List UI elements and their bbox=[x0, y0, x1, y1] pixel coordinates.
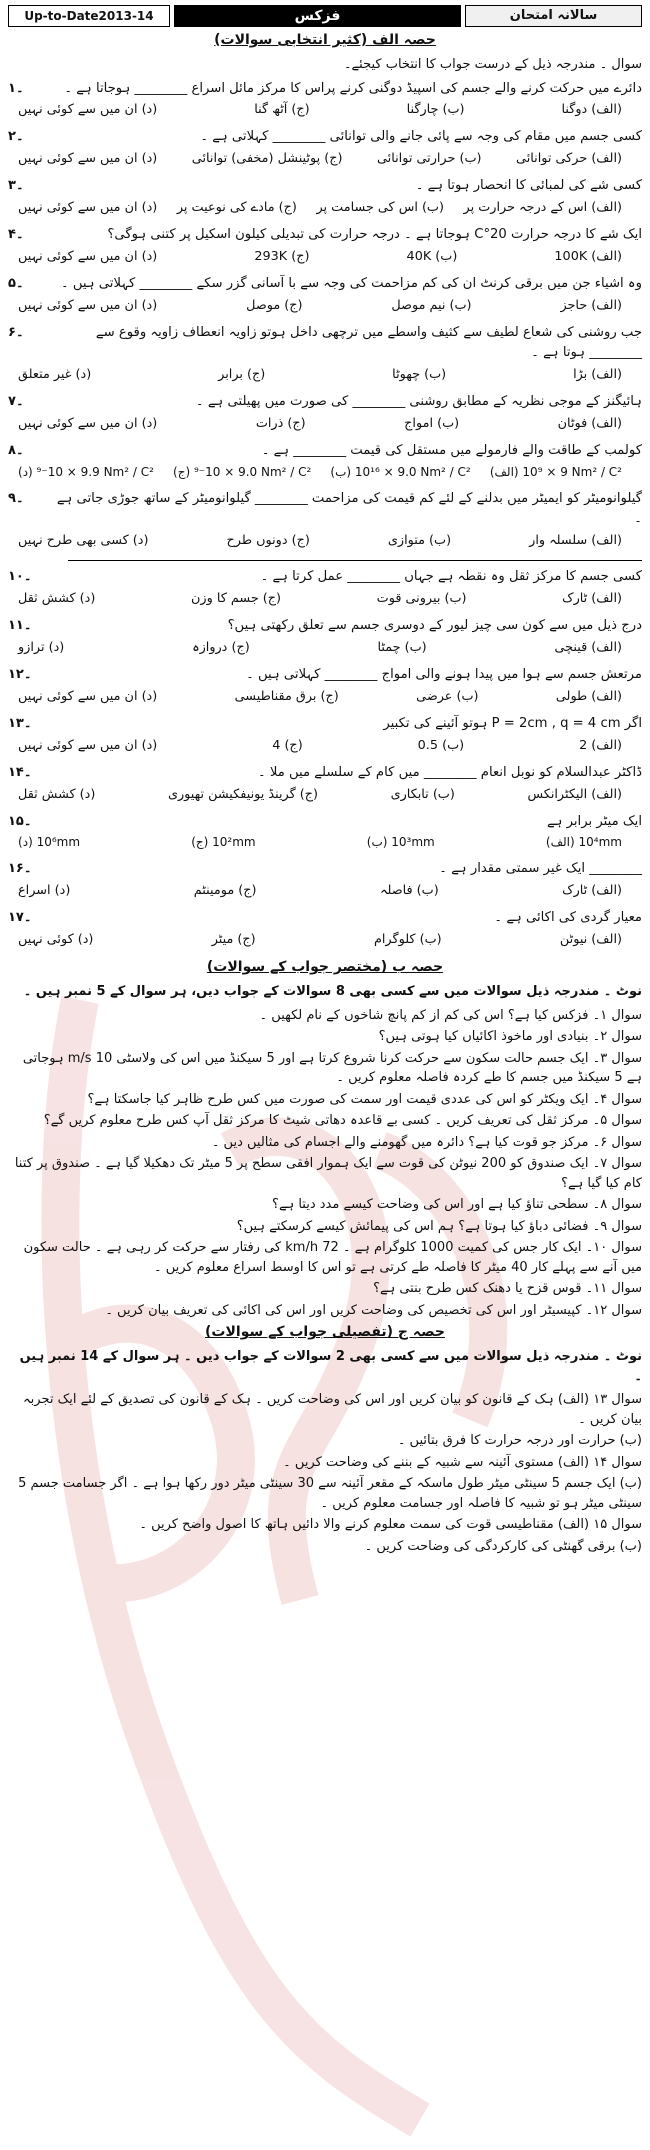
mcq-question-text: کسی جسم میں مقام کی وجہ سے پائی جانے والی توانائی ________ کہلاتی ہے ۔ bbox=[200, 129, 642, 145]
mcq-question-text: جب روشنی کی شعاع لطیف سے کثیف واسطے میں ترچھی داخل ہوتو زاویہ انعطاف زاویہ وقوع سے ________ ہوتا ہے ۔ bbox=[95, 325, 642, 361]
mcq-question-text: کولمب کے طاقت والے فارمولے میں مستقل کی قیمت ________ ہے ۔ bbox=[261, 443, 642, 459]
mcq-option: (ب) حرارتی توانائی bbox=[376, 151, 482, 167]
mcq-option: (ج) میٹر bbox=[211, 932, 256, 948]
long-question: (ب) ایک جسم 5 سینٹی میٹر طول ماسکہ کے مقعر آئینہ سے 30 سینٹی میٹر دور رکھا ہوا ہے ۔ اگر جسامت جسم 5 سینٹی میٹر ہو تو شبیہ کا فاصلہ اور جسامت معلوم کریں ۔ bbox=[18, 1476, 642, 1511]
mcq-options bbox=[8, 636, 642, 663]
mcq-option: (ب) چمٹا bbox=[377, 639, 427, 655]
short-question: سوال ۷۔ ایک صندوق کو 200 نیوٹن کی قوت سے ایک ہموار افقی سطح پر 5 میٹر تک دھکیلا گیا ہے ۔ صندوق پر کتنا کام کیا گیا ہے؟ bbox=[14, 1156, 642, 1191]
mcq-option: (الف) قینچی bbox=[554, 639, 622, 655]
mcq-question bbox=[8, 127, 642, 147]
short-question-list bbox=[8, 1006, 642, 1321]
mcq-option: (د) ان میں سے کوئی نہیں bbox=[18, 298, 158, 314]
mcq-option: (الف) 2 bbox=[579, 737, 622, 753]
mcq-number: ۱۲۔ bbox=[8, 666, 32, 682]
mcq-option: (ج) جسم کا وزن bbox=[191, 590, 282, 606]
mcq-option: (ج) 10²mm bbox=[191, 835, 256, 850]
mcq-question bbox=[8, 274, 642, 294]
mcq-option: (د) ان میں سے کوئی نہیں bbox=[18, 249, 158, 265]
mcq-question bbox=[8, 665, 642, 685]
long-question: (ب) برقی گھنٹی کی کارکردگی کی وضاحت کریں ۔ bbox=[364, 1538, 642, 1554]
short-question: سوال ۳۔ ایک جسم حالت سکون سے حرکت کرنا شروع کرتا ہے اور 5 سیکنڈ میں اس کی ولاسٹی 10 m/s ہوجاتی ہے 5 سیکنڈ میں جسم کا طے کردہ فاصلہ معلوم کریں ۔ bbox=[22, 1050, 642, 1086]
mcq-option: (ج) دروازہ bbox=[192, 639, 250, 655]
long-question: سوال ۱۴ (الف) مستوی آئینہ سے شبیہ کے بننے کی وضاحت کریں ۔ bbox=[283, 1454, 642, 1470]
mcq-question bbox=[8, 441, 642, 461]
mcq-number: ۲۔ bbox=[8, 129, 24, 145]
mcq-option: (الف) الیکٹرانکس bbox=[527, 786, 622, 802]
mcq-number: ۱۴۔ bbox=[8, 764, 32, 780]
short-question: سوال ۲۔ بنیادی اور ماخوذ اکائیاں کیا ہوتی ہیں؟ bbox=[378, 1029, 642, 1045]
mcq-option: (د) کسی بھی طرح نہیں bbox=[18, 532, 149, 548]
mcq-number: ۴۔ bbox=[8, 227, 24, 243]
mcq-option: (ج) آٹھ گنا bbox=[254, 102, 310, 118]
mcq-question-text: کسی شے کی لمبائی کا انحصار ہوتا ہے ۔ bbox=[415, 178, 642, 194]
mcq-option: (د) ان میں سے کوئی نہیں bbox=[18, 200, 158, 216]
mcq-options bbox=[8, 245, 642, 272]
mcq-option: (الف) حرکی توانائی bbox=[516, 151, 622, 167]
mcq-option: (د) غیر متعلق bbox=[18, 367, 92, 383]
mcq-options bbox=[8, 831, 642, 857]
mcq-question bbox=[8, 323, 642, 363]
mcq-options bbox=[8, 734, 642, 761]
mcq-option: (الف) ٹارک bbox=[562, 883, 622, 899]
mcq-number: ۱۱۔ bbox=[8, 617, 32, 633]
mcq-option: (ج) موصل bbox=[246, 298, 303, 314]
mcq-option: (الف) فوٹان bbox=[557, 416, 622, 431]
mcq-number: ۸۔ bbox=[8, 443, 24, 459]
mcq-list bbox=[8, 79, 642, 956]
mcq-options bbox=[8, 783, 642, 810]
mcq-options bbox=[8, 294, 642, 321]
mcq-option: (ب) 0.5 bbox=[417, 737, 465, 753]
mcq-question bbox=[8, 859, 642, 879]
mcq-option: (ب) چارگنا bbox=[406, 102, 465, 118]
mcq-options bbox=[8, 529, 642, 556]
exam-type-label: سالانہ امتحان bbox=[465, 5, 642, 27]
mcq-number: ۵۔ bbox=[8, 276, 24, 292]
mcq-option: (د) 9.9 × 10⁻⁹ Nm² / C² bbox=[18, 464, 154, 479]
mcq-option: (ج) برق مقناطیسی bbox=[234, 688, 339, 704]
mcq-option: (د) ان میں سے کوئی نہیں bbox=[18, 102, 158, 118]
edition-label: Up-to-Date2013-14 bbox=[8, 5, 170, 27]
mcq-question-text: وہ اشیاء جن میں برقی کرنٹ ان کی کم مزاحمت کی وجہ سے با آسانی گزر سکے ________ کہلاتی ہیں ۔ bbox=[60, 276, 642, 292]
mcq-option: (د) کشش ثقل bbox=[18, 590, 96, 606]
mcq-question bbox=[8, 176, 642, 196]
page-header bbox=[8, 4, 642, 28]
mcq-option: (الف) اس کے درجہ حرارت پر bbox=[463, 200, 622, 216]
mcq-option: (ب) 40K bbox=[406, 249, 458, 265]
long-question: (ب) حرارت اور درجہ حرارت کا فرق بتائیں ۔ bbox=[397, 1433, 642, 1449]
mcq-option: (د) 10⁶mm bbox=[18, 835, 81, 850]
short-question: سوال ۴۔ ایک ویکٹر کو اس کی عددی قیمت اور سمت کی صورت میں کس طرح ظاہر کیا جاسکتا ہے؟ bbox=[87, 1091, 642, 1107]
mcq-option: (ب) 9.0 × 10¹⁶ Nm² / C² bbox=[330, 464, 471, 479]
short-question: سوال ۱۰۔ ایک کار جس کی کمیت 1000 کلوگرام ہے ۔ 72 km/h کی رفتار سے حرکت کر رہی ہے ۔ حالت سکون میں آنے سے پہلے کار 40 میٹر کا فاصلہ طے کرتی ہے تو اس کا اوسط اسراع معلوم کریں ۔ bbox=[23, 1240, 642, 1275]
short-question: سوال ۱۱۔ قوس قزح یا دھنک کس طرح بنتی ہے؟ bbox=[373, 1281, 642, 1297]
mcq-number: ۱۷۔ bbox=[8, 910, 32, 926]
mcq-options bbox=[8, 196, 642, 223]
mcq-question-text: اگر P = 2cm , q = 4 cm ہوتو آئینے کی تکبیر bbox=[383, 715, 642, 731]
mcq-question-text: ڈاکٹر عبدالسلام کو نوبل انعام ________ میں کام کے سلسلے میں ملا ۔ bbox=[257, 764, 642, 780]
long-question-list bbox=[8, 1390, 642, 1556]
mcq-options bbox=[8, 928, 642, 955]
mcq-option: (ب) فاصلہ bbox=[379, 883, 439, 899]
mcq-question bbox=[8, 79, 642, 99]
mcq-number: ۱۔ bbox=[8, 80, 24, 96]
mcq-options bbox=[8, 412, 642, 439]
short-question: سوال ۹۔ فضائی دباؤ کیا ہوتا ہے؟ ہم اس کی پیمائش کیسے کرسکتے ہیں؟ bbox=[236, 1218, 642, 1234]
mcq-option: (د) ان میں سے کوئی نہیں bbox=[18, 416, 158, 431]
mcq-options bbox=[8, 587, 642, 614]
section-b-note: نوٹ ۔ مندرجہ ذیل سوالات میں سے کسی بھی 8 سوالات کے جواب دیں، ہر سوال کے 5 نمبر ہیں ۔ bbox=[23, 984, 642, 1000]
mcq-option: (الف) ٹارک bbox=[562, 590, 622, 606]
mcq-options bbox=[8, 363, 642, 390]
long-question: سوال ۱۳ (الف) ہک کے قانون کو بیان کریں اور اس کی وضاحت کریں ۔ ہک کے قانون کی تصدیق کے لئے ایک تجربہ بیان کریں ۔ bbox=[23, 1392, 642, 1427]
mcq-option: (ب) اس کی جسامت پر bbox=[316, 200, 444, 216]
mcq-option: (د) کشش ثقل bbox=[18, 786, 96, 802]
mcq-option: (د) کوئی نہیں bbox=[18, 932, 94, 948]
mcq-question-text: کسی جسم کا مرکز ثقل وہ نقطہ ہے جہاں ________ عمل کرتا ہے ۔ bbox=[260, 568, 642, 584]
mcq-question-text: دائرے میں حرکت کرنے والے جسم کی اسپیڈ دوگنی کرنے پراس کا مرکز مائل اسراع ________ ہوجاتا ہے ۔ bbox=[64, 80, 642, 96]
mcq-number: ۱۳۔ bbox=[8, 715, 32, 731]
mcq-option: (د) ان میں سے کوئی نہیں bbox=[18, 151, 158, 167]
mcq-question-text: ایک میٹر برابر ہے bbox=[546, 813, 642, 829]
mcq-number: ۳۔ bbox=[8, 178, 24, 194]
mcq-option: (ج) 293K bbox=[254, 249, 310, 265]
mcq-option: (ب) 10³mm bbox=[366, 835, 435, 850]
mcq-question bbox=[8, 567, 642, 587]
mcq-option: (ب) بیرونی قوت bbox=[376, 590, 467, 606]
mcq-option: (ج) پوٹینشل (مخفی) توانائی bbox=[191, 151, 343, 167]
mcq-option: (الف) دوگنا bbox=[561, 102, 622, 118]
mcq-question bbox=[8, 225, 642, 245]
mcq-option: (الف) بڑا bbox=[573, 367, 622, 383]
mcq-options bbox=[8, 461, 642, 487]
mcq-number: ۷۔ bbox=[8, 394, 24, 410]
mcq-question-text: گیلوانومیٹر کو ایمیٹر میں بدلنے کے لئے کم قیمت کی مزاحمت ________ گیلوانومیٹر کے ساتھ جوڑی جاتی ہے ۔ bbox=[56, 490, 642, 526]
section-c-title: حصہ ج (تفصیلی جواب کے سوالات) bbox=[205, 1324, 445, 1341]
short-question: سوال ۱۔ فزکس کیا ہے؟ اس کی کم از کم پانچ شاخوں کے نام لکھیں ۔ bbox=[259, 1007, 642, 1023]
mcq-number: ۶۔ bbox=[8, 325, 24, 341]
mcq-option: (الف) سلسلہ وار bbox=[529, 532, 622, 548]
mcq-question bbox=[8, 763, 642, 783]
mcq-question-text: ________ ایک غیر سمتی مقدار ہے ۔ bbox=[439, 861, 642, 877]
mcq-option: (ب) چھوٹا bbox=[392, 367, 447, 383]
mcq-option: (ب) تابکاری bbox=[390, 786, 455, 802]
mcq-options bbox=[8, 147, 642, 174]
mcq-option: (د) اسراع bbox=[18, 883, 71, 899]
mcq-question bbox=[8, 714, 642, 734]
mcq-option: (د) ترازو bbox=[18, 639, 65, 655]
mcq-option: (ج) ذرات bbox=[255, 416, 306, 431]
short-question: سوال ۱۲۔ کپیسیٹر اور اس کی تخصیص کی وضاحت کریں اور اس کی اکائی کی تعریف بیان کریں ۔ bbox=[105, 1302, 642, 1318]
mcq-number: ۱۶۔ bbox=[8, 861, 32, 877]
mcq-option: (ج) دونوں طرح bbox=[226, 532, 310, 548]
mcq-option: (ج) مادے کی نوعیت پر bbox=[176, 200, 297, 216]
mcq-question-text: درج ذیل میں سے کون سی چیز لیور کے دوسری جسم سے تعلق رکھتی ہیں؟ bbox=[227, 617, 642, 633]
section-a-instruction: سوال ۔ مندرجہ ذیل کے درست جواب کا انتخاب کیجئے۔ bbox=[343, 57, 642, 72]
mcq-question bbox=[8, 812, 642, 832]
mcq-number: ۱۰۔ bbox=[8, 568, 32, 584]
mcq-option: (الف) 100K bbox=[554, 249, 622, 265]
mcq-question-text: مرتعش جسم سے ہوا میں پیدا ہونے والی امواج ________ کہلاتی ہیں ۔ bbox=[246, 666, 642, 682]
mcq-option: (ج) 9.0 × 10⁻⁹ Nm² / C² bbox=[173, 464, 312, 479]
mcq-option: (ب) نیم موصل bbox=[391, 298, 472, 314]
long-question: سوال ۱۵ (الف) مقناطیسی قوت کی سمت معلوم کرنے والا دائیں ہاتھ کا اصول واضح کریں ۔ bbox=[139, 1517, 642, 1533]
mcq-question bbox=[8, 489, 642, 529]
subject-title: فزکس bbox=[174, 5, 461, 27]
short-question: سوال ۵۔ مرکز ثقل کی تعریف کریں ۔ کسی بے قاعدہ دھاتی شیٹ کا مرکز ثقل آپ کس طرح معلوم کریں گے؟ bbox=[43, 1113, 642, 1129]
mcq-question-text: معیار گردی کی اکائی ہے ۔ bbox=[494, 910, 642, 926]
mcq-option: (د) ان میں سے کوئی نہیں bbox=[18, 688, 158, 704]
mcq-option: (الف) حاجز bbox=[560, 298, 622, 314]
mcq-option: (ب) متوازی bbox=[387, 532, 452, 548]
section-c-note: نوٹ ۔ مندرجہ ذیل سوالات میں سے کسی بھی 2 سوالات کے جواب دیں ۔ ہر سوال کے 14 نمبر ہیں ۔ bbox=[19, 1349, 642, 1384]
mcq-option: (ب) کلوگرام bbox=[373, 932, 442, 948]
mcq-option: (د) ان میں سے کوئی نہیں bbox=[18, 737, 158, 753]
mcq-option: (الف) نیوٹن bbox=[559, 932, 622, 948]
mcq-options bbox=[8, 879, 642, 906]
mcq-question bbox=[8, 392, 642, 412]
mcq-question bbox=[8, 908, 642, 928]
mcq-options bbox=[8, 685, 642, 712]
mcq-option: (ج) برابر bbox=[218, 367, 266, 383]
mcq-number: ۱۵۔ bbox=[8, 813, 32, 829]
mcq-option: (الف) 9 × 10⁹ Nm² / C² bbox=[489, 464, 622, 479]
mcq-question bbox=[8, 616, 642, 636]
mcq-option: (ج) گرینڈ یونیفکیشن تھیوری bbox=[167, 786, 318, 802]
section-a-title: حصہ الف (کثیر انتخابی سوالات) bbox=[214, 32, 436, 48]
section-b-title: حصہ ب (مختصر جواب کے سوالات) bbox=[206, 959, 444, 976]
mcq-option: (ج) مومینٹم bbox=[193, 883, 257, 899]
mcq-option: (الف) 10⁴mm bbox=[545, 835, 622, 850]
mcq-option: (ب) امواج bbox=[404, 416, 460, 431]
short-question: سوال ۶۔ مرکز جو قوت کیا ہے؟ دائرہ میں گھومنے والے اجسام کی مثالیں دیں ۔ bbox=[211, 1134, 642, 1150]
mcq-option: (ج) 4 bbox=[272, 737, 303, 753]
mcq-option: (ب) عرضی bbox=[416, 688, 479, 704]
mcq-question-text: ہائیگنز کے موجی نظریہ کے مطابق روشنی ________ کی صورت میں پھیلتی ہے ۔ bbox=[195, 394, 642, 410]
mcq-options bbox=[8, 98, 642, 125]
mcq-option: (الف) طولی bbox=[555, 688, 622, 704]
short-question: سوال ۸۔ سطحی تناؤ کیا ہے اور اس کی وضاحت کیسے مدد دیتا ہے؟ bbox=[272, 1197, 642, 1213]
mcq-number: ۹۔ bbox=[8, 490, 24, 506]
mcq-question-text: ایک شے کا درجہ حرارت 20°C ہوجاتا ہے ۔ درجہ حرارت کی تبدیلی کیلون اسکیل پر کتنی ہوگی؟ bbox=[107, 227, 642, 243]
divider-line bbox=[68, 560, 642, 561]
